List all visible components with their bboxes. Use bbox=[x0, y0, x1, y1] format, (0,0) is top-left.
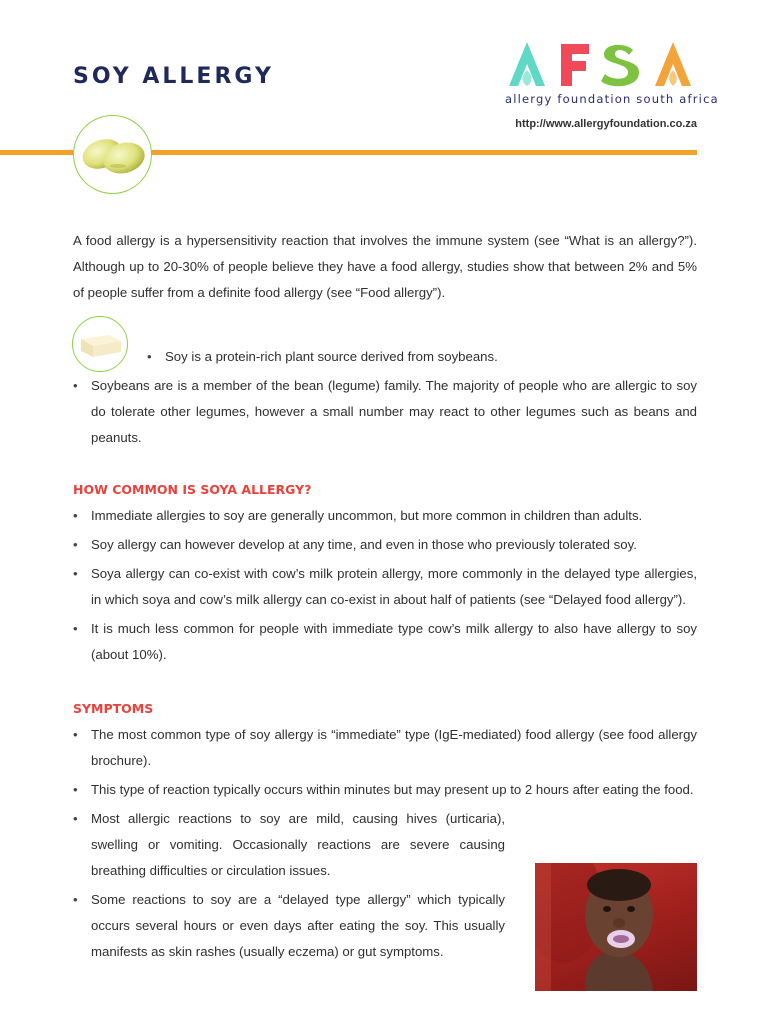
list-item: • Some reactions to soy are a “delayed type allergy” which typically occurs several hours or even days after eating the soy. This usually manifests as skin rashes (usually eczema) or gut symptoms. bbox=[73, 887, 505, 965]
section-heading-symptoms: SYMPTOMS bbox=[73, 701, 154, 716]
intro-paragraph: A food allergy is a hypersensitivity reaction that involves the immune system (see “What is an allergy?”). Although up to 20-30% of people believe they have a food allergy, studies show that between 2% and 5% of people suffer from a definite food allergy (see “Food allergy”). bbox=[73, 233, 697, 300]
allergic-reaction-photo bbox=[535, 863, 697, 991]
list-item: • Soybeans are is a member of the bean (legume) family. The majority of people who are allergic to soy do tolerate other legumes, however a small number may react to other legumes such as beans and peanuts. bbox=[73, 373, 697, 451]
main-content bbox=[73, 228, 697, 968]
list-item: • Most allergic reactions to soy are mild, causing hives (urticaria), swelling or vomiting. Occasionally reactions are severe causing breathing difficulties or circulation issues. bbox=[73, 806, 505, 884]
list-item: • It is much less common for people with immediate type cow’s milk allergy to also have allergy to soy (about 10%). bbox=[73, 616, 697, 668]
afsa-logo-letters bbox=[505, 40, 699, 90]
list-item: • Soy allergy can however develop at any time, and even in those who previously tolerated soy. bbox=[73, 532, 697, 558]
symptoms-list bbox=[73, 722, 697, 803]
section-heading-how-common: HOW COMMON IS SOYA ALLERGY? bbox=[73, 482, 312, 497]
soybeans-icon bbox=[73, 115, 152, 194]
logo-subtitle: allergy foundation south africa bbox=[505, 92, 719, 106]
website-url[interactable]: http://www.allergyfoundation.co.za bbox=[515, 118, 697, 130]
about-list bbox=[73, 344, 697, 451]
list-item: • Soya allergy can co-exist with cow’s milk protein allergy, more commonly in the delayed type allergies, in which soya and cow’s milk allergy can co-exist in about half of patients (see “Delayed food allergy”). bbox=[73, 561, 697, 613]
list-item: • Immediate allergies to soy are generally uncommon, but more common in children than adults. bbox=[73, 503, 697, 529]
how-common-list bbox=[73, 503, 697, 668]
list-item: • Soy is a protein-rich plant source derived from soybeans. bbox=[73, 344, 697, 370]
list-item: • The most common type of soy allergy is “immediate” type (IgE-mediated) food allergy (see food allergy brochure). bbox=[73, 722, 697, 774]
list-item: • This type of reaction typically occurs within minutes but may present up to 2 hours after eating the food. bbox=[73, 777, 697, 803]
page-title: SOY ALLERGY bbox=[73, 64, 274, 89]
afsa-logo bbox=[505, 40, 719, 106]
